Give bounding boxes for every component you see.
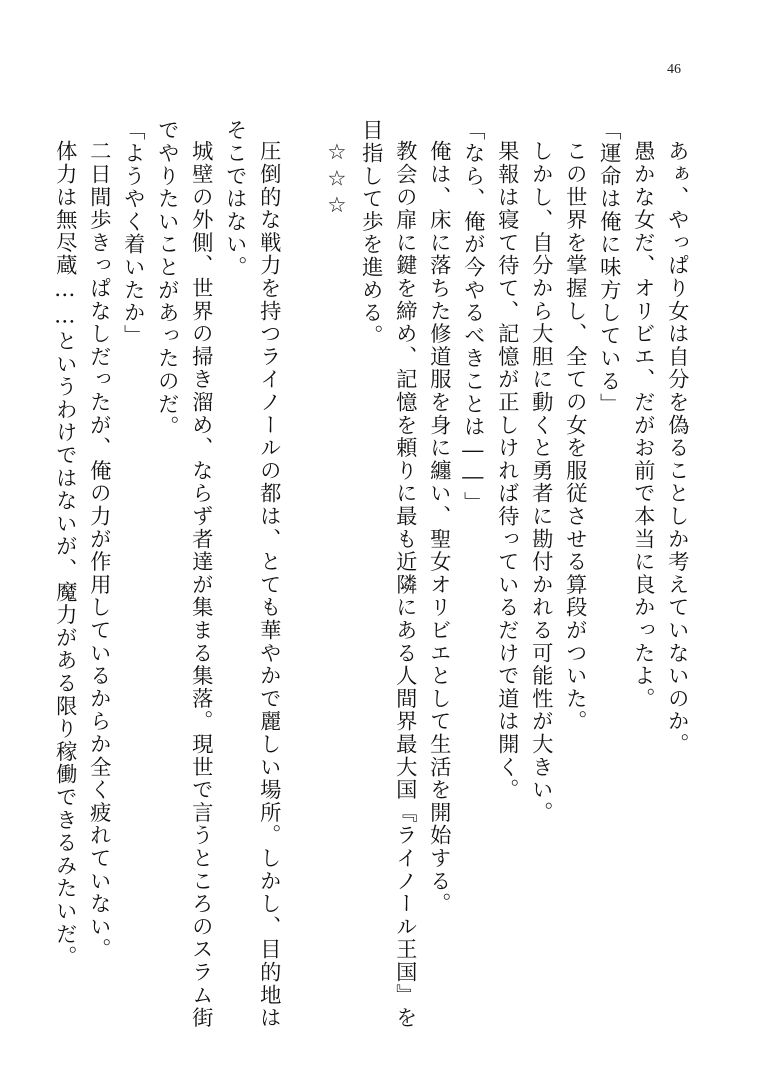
text-line: 二日間歩きっぱなしだったが、俺の力が作用しているからか全く疲れていない。: [86, 140, 112, 961]
text-line: 城壁の外側、世界の掃き溜め、ならず者達が集まる集落。現世で言うところのスラム街: [188, 140, 214, 1030]
text-line: 愚かな女だ、オリビエ、だがお前で本当に良かったよ。: [630, 140, 656, 710]
text-line: 果報は寝て待て、記憶が正しければ待っているだけで道は開く。: [494, 140, 520, 802]
dialogue-line: 「なら、俺が今やるべきことは――」: [460, 119, 486, 514]
text-line: この世界を掌握し、全ての女を服従させる算段がついた。: [562, 140, 588, 733]
text-line: 体力は無尽蔵……というわけではないが、魔力がある限り稼働できるみたいだ。: [52, 140, 78, 969]
text-line: でやりたいことがあったのだ。: [154, 119, 180, 439]
text-line: あぁ、やっぱり女は自分を偽ることしか考えていないのか。: [664, 140, 690, 756]
dialogue-line: 「運命は俺に味方している」: [596, 119, 622, 416]
text-line: 俺は、床に落ちた修道服を身に纏い、聖女オリビエとして生活を開始する。: [426, 140, 452, 916]
text-line: 圧倒的な戦力を持つライノールの都は、とても華やかで麗しい場所。しかし、目的地は: [256, 140, 282, 1030]
page-number: 46: [667, 62, 681, 77]
text-line: 教会の扉に鍵を締め、記憶を頼りに最も近隣にある人間界最大国『ライノール王国』を: [392, 140, 418, 1030]
dialogue-line: 「ようやく着いたか」: [120, 119, 146, 347]
text-line: しかし、自分から大胆に動くと勇者に勘付かれる可能性が大きい。: [528, 140, 554, 824]
text-line: 目指して歩を進める。: [358, 119, 384, 347]
text-line: そこではない。: [222, 119, 248, 279]
section-break: ☆☆☆: [324, 140, 350, 220]
